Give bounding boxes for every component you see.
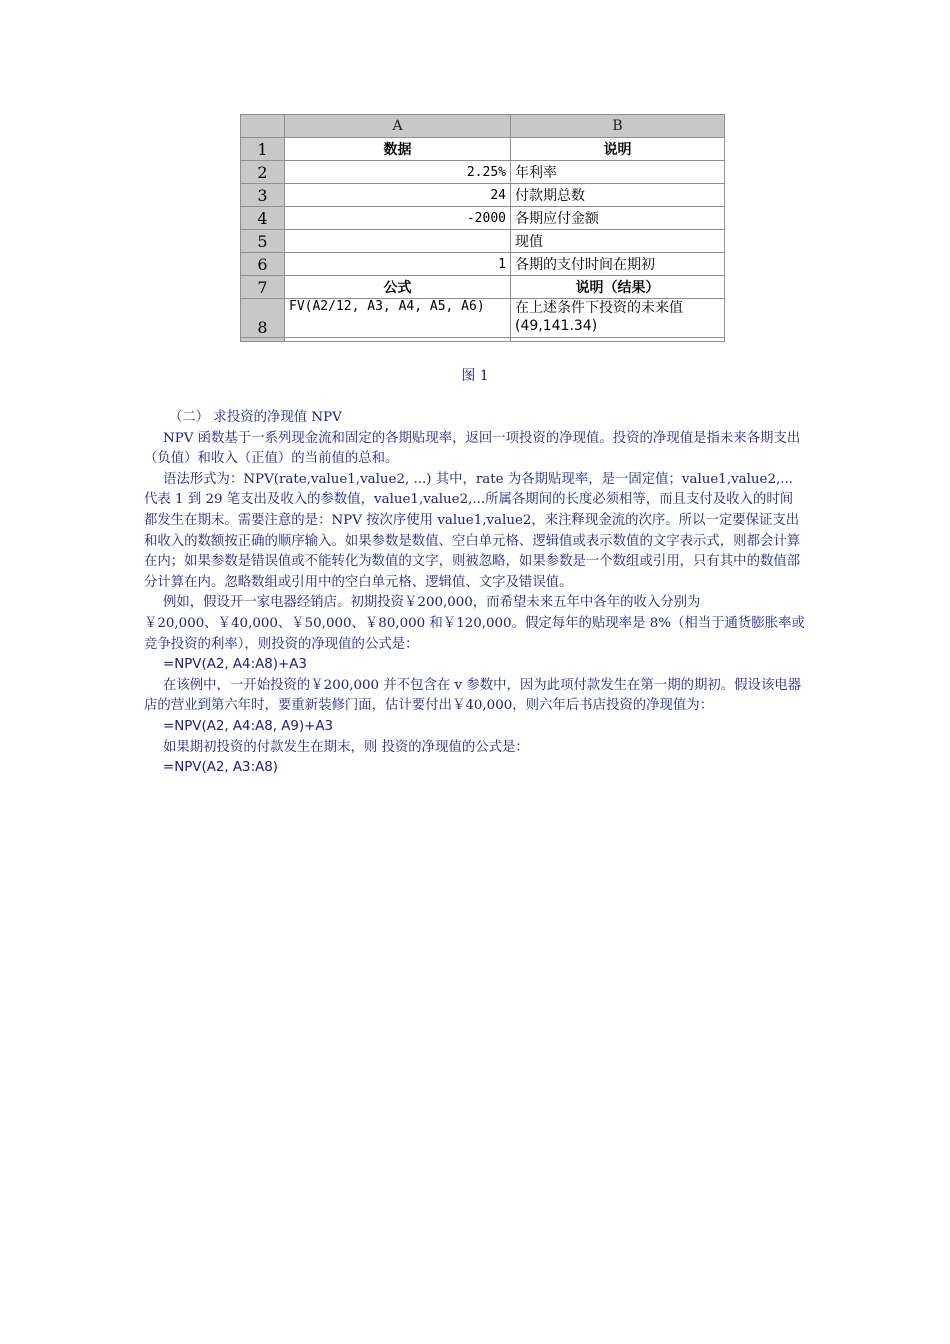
sheet-row [241, 230, 725, 253]
cell-a: FV(A2/12, A3, A4, A5, A6) [285, 299, 511, 338]
cell-b: 各期应付金额 [511, 207, 725, 230]
row-number: 3 [241, 184, 285, 207]
cell-b: 现值 [511, 230, 725, 253]
spreadsheet-image [240, 114, 725, 342]
sheet-row-partial [241, 338, 725, 342]
cell-b: 在上述条件下投资的未来值 (49,141.34) [511, 299, 725, 338]
row-number: 7 [241, 276, 285, 299]
column-header-b: B [511, 115, 725, 138]
paragraph: NPV 函数基于一系列现金流和固定的各期贴现率，返回一项投资的净现值。投资的净现值是指未来各期支出（负值）和收入（正值）的当前值的总和。 [144, 430, 801, 467]
cell-b: 说明 [511, 138, 725, 161]
paragraph: 在该例中，一开始投资的￥200,000 并不包含在 v 参数中，因为此项付款发生在第一期的期初。假设该电器店的营业到第六年时，要重新装修门面，估计要付出￥40,000，则六年后书店投资的净现值为： [144, 677, 802, 714]
cell-a: 数据 [285, 138, 511, 161]
cell-a: 2.25% [285, 161, 511, 184]
paragraph: 如果期初投资的付款发生在期末，则 投资的净现值的公式是： [163, 739, 529, 755]
cell-a [285, 230, 511, 253]
cell-cut [285, 338, 511, 342]
cell-a: 1 [285, 253, 511, 276]
paragraph: 语法形式为：NPV(rate,value1,value2, ...) 其中，rate 为各期贴现率，是一固定值；value1,value2,...代表 1 到 29 笔支出及收入的参数值，value1,value2,...所属各期间的长度必须相等，而且支付及收入的时间都发生在期末。需要注意的是：NPV 按次序使用 value1,value2，来注释现金流的次序。所以一定要保证支出和收入的数额按正确的顺序输入。如果参数是数值、空白单元格、逻辑值或表示数值的文字表示式，则都会计算在内；如果参数是错误值或不能转化为数值的文字，则被忽略，如果参数是一个数组或引用，只有其中的数值部分计算在内。忽略数组或引用中的空白单元格、逻辑值、文字及错误值。 [144, 471, 801, 590]
cell-a: -2000 [285, 207, 511, 230]
row-number: 4 [241, 207, 285, 230]
paragraph: 例如，假设开一家电器经销店。初期投资￥200,000，而希望未来五年中各年的收入分别为￥20,000、￥40,000、￥50,000、￥80,000 和￥120,000。假定每年的贴现率是 8%（相当于通货膨胀率或竞争投资的利率），则投资的净现值的公式是： [144, 595, 805, 652]
sheet-row [241, 207, 725, 230]
formula-line: =NPV(A2, A4:A8)+A3 [163, 657, 307, 673]
sheet-row [241, 161, 725, 184]
cell-a: 公式 [285, 276, 511, 299]
row-number: 8 [241, 299, 285, 338]
cell-cut [511, 338, 725, 342]
sheet-row [241, 276, 725, 299]
sheet-row [241, 299, 725, 338]
cell-b: 年利率 [511, 161, 725, 184]
row-number: 1 [241, 138, 285, 161]
figure-caption: 图 1 [461, 368, 489, 384]
formula-line: =NPV(A2, A4:A8, A9)+A3 [163, 718, 334, 734]
cell-b: 各期的支付时间在期初 [511, 253, 725, 276]
column-header-a: A [285, 115, 511, 138]
cell-a: 24 [285, 184, 511, 207]
row-number: 6 [241, 253, 285, 276]
sheet-row [241, 253, 725, 276]
sheet-row [241, 184, 725, 207]
section-heading: （二） 求投资的净现值 NPV [169, 410, 342, 425]
corner-cell [241, 115, 285, 138]
row-number: 5 [241, 230, 285, 253]
sheet-row [241, 138, 725, 161]
formula-line: =NPV(A2, A3:A8) [163, 760, 278, 776]
document-body [144, 408, 806, 779]
row-number-cut [241, 338, 285, 342]
cell-b: 说明（结果） [511, 276, 725, 299]
cell-b: 付款期总数 [511, 184, 725, 207]
column-header-row [241, 115, 725, 138]
row-number: 2 [241, 161, 285, 184]
